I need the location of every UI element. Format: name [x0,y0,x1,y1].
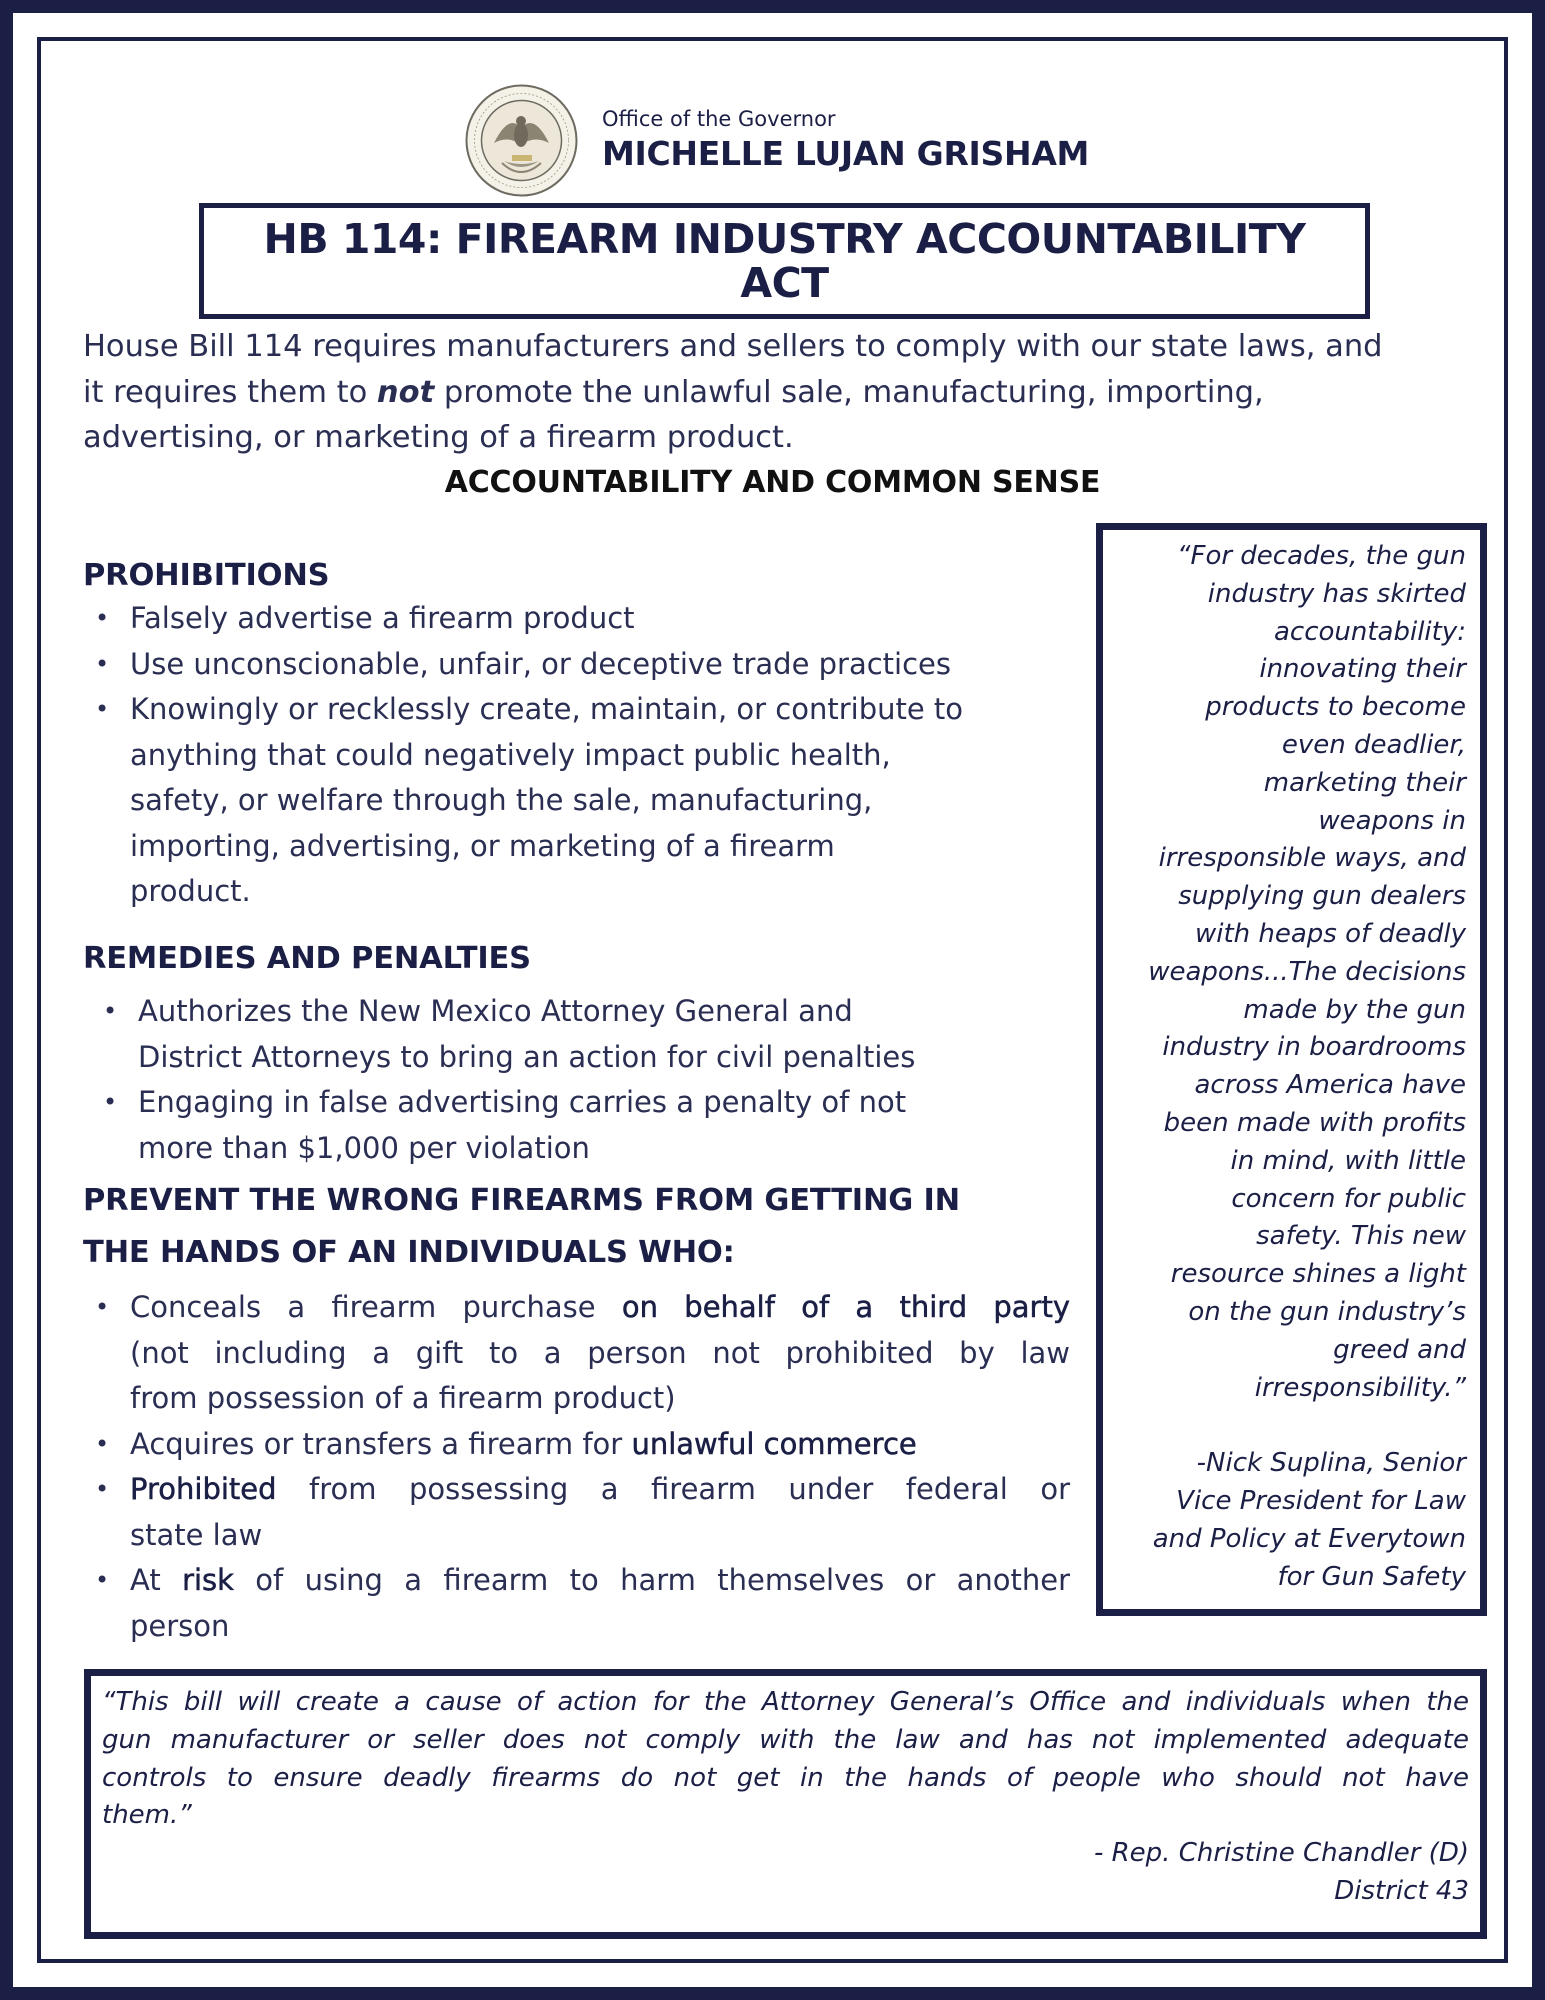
quote-line: with heaps of deadly [1194,918,1466,949]
quote-attribution: for Gun Safety [1277,1561,1466,1592]
list-item [83,687,1083,915]
quote-line: irresponsibility.” [1254,1372,1466,1403]
list-item-text [130,1422,1070,1468]
title-line: HB 114: FIREARM INDUSTRY ACCOUNTABILITY [263,215,1306,263]
quote-attribution: -Nick Suplina, Senior [1196,1448,1466,1479]
quote-line: concern for public [1231,1183,1466,1214]
list-item-text: more than $1,000 per violation [138,1130,590,1165]
list-item-text: of using a firearm to harm themselves or another [233,1563,1071,1597]
remedies-heading: REMEDIES AND PENALTIES [83,941,531,976]
prohibitions-list [83,596,1083,915]
sidebar-quote-box [1096,523,1487,1616]
quote-attribution: and Policy at Everytown [1152,1523,1466,1554]
section-subhead: ACCOUNTABILITY AND COMMON SENSE [444,465,1101,500]
quote-line: made by the gun [1243,994,1466,1025]
document-title [264,217,1306,305]
quote-line: on the gun industry’s [1188,1296,1466,1327]
list-item-text: state law [130,1517,263,1552]
list-item-emphasis: Prohibited [130,1472,277,1506]
bottom-quote [102,1684,1469,1835]
quote-line: industry has skirted [1207,578,1466,609]
list-item-text: from possession of a firearm product) [130,1381,676,1415]
quote-line: been made with profits [1163,1107,1466,1138]
list-item-text [130,1467,1070,1513]
prevent-list [83,1285,1070,1649]
list-item [83,1285,1070,1422]
quote-line: greed and [1333,1334,1466,1365]
fact-sheet-page [13,13,1532,1987]
quote-attribution: - Rep. Christine Chandler (D) [1093,1838,1469,1869]
list-item [83,1467,1070,1558]
list-item [91,989,1091,1080]
prevent-heading [83,1175,960,1279]
bottom-quote-box [84,1669,1487,1939]
list-item [83,642,1083,688]
remedies-list [91,989,1091,1171]
list-item-text: from possessing a firearm under federal or [276,1472,1070,1506]
office-label: Office of the Governor [602,107,836,131]
quote-line: resource shines a light [1170,1259,1466,1290]
list-item-text: product. [130,874,251,908]
prohibitions-heading: PROHIBITIONS [83,558,330,593]
state-seal-icon [464,83,579,198]
list-item-text: District Attorneys to bring an action for civil penalties [138,1039,916,1074]
prevent-heading-line: PREVENT THE WRONG FIREARMS FROM GETTING IN [83,1183,961,1218]
list-item-text: anything that could negatively impact public health, [130,737,891,772]
quote-line: “For decades, the gun [1177,541,1466,571]
quote-attribution: Vice President for Law [1176,1485,1466,1516]
quote-spacer [1117,1407,1466,1445]
list-item [83,1422,1070,1468]
quote-line: innovating their [1259,654,1466,685]
quote-line: even deadlier, [1281,729,1466,760]
list-item-emphasis: on behalf of a third party [621,1290,1071,1324]
quote-line: irresponsible ways, and [1158,843,1466,874]
quote-line: products to become [1205,692,1466,723]
governor-name: MICHELLE LUJAN GRISHAM [602,134,1090,173]
quote-line: “This bill will create a cause of action for the Attorney General’s Office and individuals when the [102,1687,1469,1717]
list-item-text: (not including a gift to a person not prohibited by law [130,1335,1070,1370]
intro-paragraph [83,324,1483,461]
list-item-text: Conceals a firearm purchase [130,1290,622,1324]
quote-line: accountability: [1273,616,1466,647]
list-item [83,1558,1070,1649]
prevent-heading-line: THE HANDS OF AN INDIVIDUALS WHO: [83,1235,735,1270]
list-item-text: safety, or welfare through the sale, manufacturing, [130,783,873,817]
list-item-text [130,1558,1070,1604]
title-line: ACT [740,259,829,307]
quote-attribution: District 43 [1334,1875,1469,1906]
list-item-text: • Authorizes the New Mexico Attorney General and [138,994,853,1028]
list-item-text: person [130,1608,230,1643]
list-item-text: Acquires or transfers a firearm for [130,1426,632,1461]
quote-line: weapons...The decisions [1148,956,1466,987]
list-item-text: importing, advertising, or marketing of a firearm [130,828,835,863]
list-item [83,596,1083,642]
list-item-text [130,1285,1070,1331]
sidebar-quote [1117,538,1466,1596]
list-item-text: • Falsely advertise a firearm product [130,601,635,635]
quote-line: marketing their [1263,767,1466,798]
quote-line: safety. This new [1256,1221,1466,1252]
intro-emphasis: not [376,374,435,410]
title-box [199,203,1370,319]
intro-line [83,370,1483,416]
intro-text: it requires them to [83,374,377,410]
quote-line: weapons in [1318,805,1466,836]
list-item-emphasis: risk [182,1563,234,1597]
quote-line: supplying gun dealers [1178,881,1466,912]
quote-line: them.” [102,1800,192,1831]
list-item-text: At [130,1563,183,1597]
intro-line: House Bill 114 requires manufacturers and sellers to comply with our state laws, and [83,329,1383,364]
intro-line: advertising, or marketing of a firearm product. [83,420,794,455]
quote-line: in mind, with little [1230,1145,1466,1176]
list-item-text: • Use unconscionable, unfair, or deceptive trade practices [130,646,952,681]
list-item-emphasis: unlawful commerce [631,1426,917,1461]
list-item [91,1080,1091,1171]
quote-line: controls to ensure deadly firearms do not get in the hands of people who should not have [102,1762,1469,1793]
quote-line: industry in boardrooms [1162,1032,1466,1063]
list-item-text: • Knowingly or recklessly create, maintain, or contribute to [130,692,964,726]
quote-line: gun manufacturer or seller does not comply with the law and has not implemented adequate [102,1724,1469,1755]
quote-line: across America have [1194,1070,1466,1101]
list-item-text: • Engaging in false advertising carries a penalty of not [138,1085,907,1119]
intro-text: promote the unlawful sale, manufacturing, importing, [434,374,1264,410]
